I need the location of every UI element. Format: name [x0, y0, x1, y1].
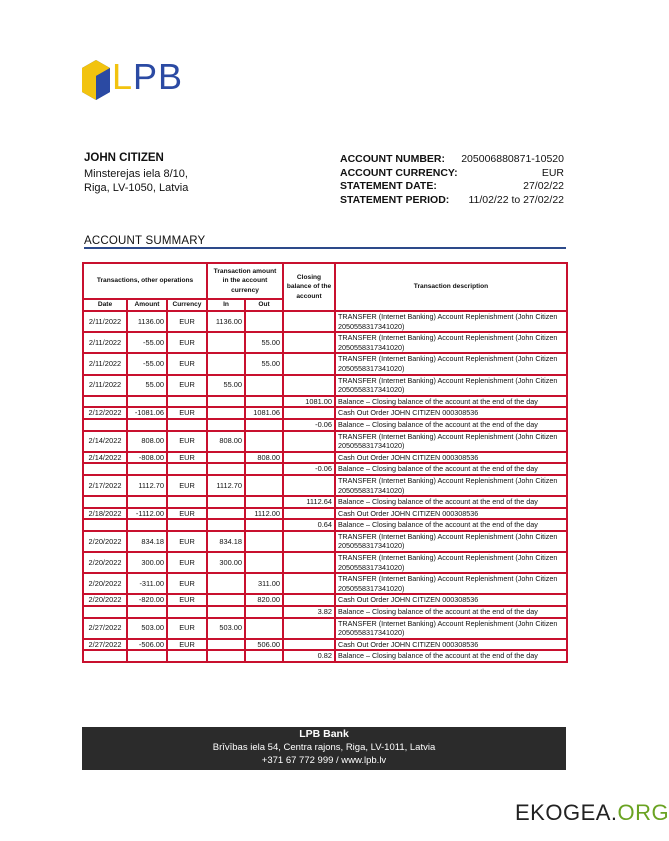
cell-description: Balance – Closing balance of the account at the end of the day: [335, 650, 567, 662]
account-number: 205006880871-10520: [461, 153, 564, 165]
cell-amount: 300.00: [127, 552, 167, 573]
cell-in: [207, 650, 245, 662]
cell-currency: [167, 650, 207, 662]
cell-out: [245, 311, 283, 332]
cell-out: 55.00: [245, 332, 283, 353]
table-row: [83, 375, 567, 396]
cell-out: 506.00: [245, 639, 283, 651]
cell-description: TRANSFER (Internet Banking) Account Replenishment (John Citizen 2050558317341020): [335, 475, 567, 496]
cell-currency: EUR: [167, 431, 207, 452]
table-row: [83, 475, 567, 496]
cell-closing: [283, 508, 335, 520]
cell-currency: EUR: [167, 452, 207, 464]
table-row: [83, 452, 567, 464]
cell-in: [207, 594, 245, 606]
cell-amount: [127, 519, 167, 531]
cell-date: [83, 419, 127, 431]
cell-amount: -311.00: [127, 573, 167, 594]
cell-currency: EUR: [167, 552, 207, 573]
cell-description: Balance – Closing balance of the account at the end of the day: [335, 463, 567, 475]
cell-out: [245, 419, 283, 431]
cell-in: [207, 519, 245, 531]
table-row: [83, 573, 567, 594]
statement-period: 11/02/22 to 27/02/22: [468, 193, 564, 206]
header-currency: Currency: [167, 299, 207, 311]
table-row: [83, 311, 567, 332]
footer-contact: +371 67 772 999 / www.lpb.lv: [261, 755, 387, 766]
cell-description: TRANSFER (Internet Banking) Account Replenishment (John Citizen 2050558317341020): [335, 573, 567, 594]
cell-out: [245, 606, 283, 618]
table-row: [83, 552, 567, 573]
footer: [82, 727, 566, 770]
table-row: [83, 463, 567, 475]
cell-in: 503.00: [207, 618, 245, 639]
cell-amount: [127, 496, 167, 508]
table-row: [83, 396, 567, 408]
cell-out: [245, 375, 283, 396]
cell-out: [245, 431, 283, 452]
table-row: [83, 407, 567, 419]
cell-in: 300.00: [207, 552, 245, 573]
cell-amount: -808.00: [127, 452, 167, 464]
transactions-table: [82, 262, 568, 663]
cell-out: [245, 496, 283, 508]
cell-description: Cash Out Order JOHN CITIZEN 000308536: [335, 639, 567, 651]
table-row: [83, 419, 567, 431]
cell-amount: -506.00: [127, 639, 167, 651]
cell-amount: [127, 650, 167, 662]
account-number-label: ACCOUNT NUMBER:: [340, 153, 445, 165]
cell-in: [207, 407, 245, 419]
cell-amount: [127, 396, 167, 408]
cell-date: [83, 519, 127, 531]
cell-description: Cash Out Order JOHN CITIZEN 000308536: [335, 508, 567, 520]
table-row: [83, 332, 567, 353]
cell-out: 1112.00: [245, 508, 283, 520]
cell-date: 2/20/2022: [83, 552, 127, 573]
cell-date: [83, 606, 127, 618]
cell-description: TRANSFER (Internet Banking) Account Replenishment (John Citizen 2050558317341020): [335, 375, 567, 396]
summary-divider: [84, 247, 566, 249]
holder-address-line2: Riga, LV-1050, Latvia: [84, 182, 189, 194]
table-row: [83, 519, 567, 531]
cell-description: Cash Out Order JOHN CITIZEN 000308536: [335, 407, 567, 419]
table-row: [83, 650, 567, 662]
cell-date: 2/27/2022: [83, 618, 127, 639]
cell-closing: [283, 552, 335, 573]
table-row: [83, 594, 567, 606]
table-row: [83, 508, 567, 520]
cell-currency: EUR: [167, 353, 207, 374]
table-row: [83, 606, 567, 618]
table-row: [83, 618, 567, 639]
cell-out: 820.00: [245, 594, 283, 606]
cell-closing: [283, 431, 335, 452]
cell-currency: EUR: [167, 475, 207, 496]
cell-in: 808.00: [207, 431, 245, 452]
cell-amount: -55.00: [127, 353, 167, 374]
header-amount: Amount: [127, 299, 167, 311]
cell-in: 834.18: [207, 531, 245, 552]
cell-currency: EUR: [167, 375, 207, 396]
cell-closing: [283, 452, 335, 464]
transactions-body: [83, 311, 567, 662]
cell-description: TRANSFER (Internet Banking) Account Replenishment (John Citizen 2050558317341020): [335, 431, 567, 452]
cell-description: TRANSFER (Internet Banking) Account Replenishment (John Citizen 2050558317341020): [335, 353, 567, 374]
cell-amount: [127, 463, 167, 475]
cell-in: 1112.70: [207, 475, 245, 496]
cell-date: 2/20/2022: [83, 531, 127, 552]
cell-in: [207, 353, 245, 374]
cell-description: TRANSFER (Internet Banking) Account Replenishment (John Citizen 2050558317341020): [335, 618, 567, 639]
holder-address-line1: Minsterejas iela 8/10,: [84, 168, 188, 180]
cell-out: [245, 531, 283, 552]
cell-currency: EUR: [167, 332, 207, 353]
cell-closing: [283, 353, 335, 374]
footer-bank-name: LPB Bank: [299, 728, 349, 740]
cell-amount: -1081.06: [127, 407, 167, 419]
cell-date: 2/18/2022: [83, 508, 127, 520]
account-info: [340, 153, 564, 207]
cell-date: 2/27/2022: [83, 639, 127, 651]
table-row: [83, 431, 567, 452]
cell-closing: [283, 573, 335, 594]
holder-name: JOHN CITIZEN: [84, 152, 164, 164]
cell-description: TRANSFER (Internet Banking) Account Replenishment (John Citizen 2050558317341020): [335, 552, 567, 573]
cell-currency: EUR: [167, 531, 207, 552]
cell-date: 2/14/2022: [83, 431, 127, 452]
cell-currency: [167, 519, 207, 531]
cell-currency: EUR: [167, 618, 207, 639]
cell-currency: [167, 396, 207, 408]
cell-closing: 0.64: [283, 519, 335, 531]
cell-date: 2/20/2022: [83, 573, 127, 594]
cell-out: [245, 463, 283, 475]
cell-description: TRANSFER (Internet Banking) Account Replenishment (John Citizen 2050558317341020): [335, 311, 567, 332]
cell-out: [245, 519, 283, 531]
header-date: Date: [83, 299, 127, 311]
cell-date: 2/11/2022: [83, 375, 127, 396]
cell-out: 311.00: [245, 573, 283, 594]
cell-date: [83, 650, 127, 662]
cell-out: [245, 552, 283, 573]
table-row: [83, 496, 567, 508]
cell-currency: [167, 606, 207, 618]
cell-description: Cash Out Order JOHN CITIZEN 000308536: [335, 594, 567, 606]
cell-out: [245, 650, 283, 662]
table-row: [83, 353, 567, 374]
statement-date-label: STATEMENT DATE:: [340, 180, 437, 193]
cell-currency: EUR: [167, 594, 207, 606]
cell-closing: [283, 375, 335, 396]
header-transactions: Transactions, other operations: [83, 263, 207, 299]
cell-description: Balance – Closing balance of the account at the end of the day: [335, 396, 567, 408]
cell-currency: EUR: [167, 573, 207, 594]
cell-description: TRANSFER (Internet Banking) Account Replenishment (John Citizen 2050558317341020): [335, 531, 567, 552]
cell-in: [207, 508, 245, 520]
cell-date: 2/11/2022: [83, 353, 127, 374]
cell-in: [207, 573, 245, 594]
cell-date: [83, 463, 127, 475]
statement-date: 27/02/22: [523, 180, 564, 193]
cell-currency: EUR: [167, 407, 207, 419]
watermark: EKOGEA.ORG: [515, 800, 669, 825]
cell-in: [207, 606, 245, 618]
cell-amount: 1136.00: [127, 311, 167, 332]
cell-out: 808.00: [245, 452, 283, 464]
cell-amount: 55.00: [127, 375, 167, 396]
cell-closing: 3.82: [283, 606, 335, 618]
cell-in: [207, 496, 245, 508]
cell-closing: 1112.64: [283, 496, 335, 508]
header-in: In: [207, 299, 245, 311]
cell-currency: [167, 496, 207, 508]
cell-out: 1081.06: [245, 407, 283, 419]
cell-in: [207, 419, 245, 431]
header-closing-balance: Closing balance of the account: [283, 263, 335, 311]
cell-description: Balance – Closing balance of the account at the end of the day: [335, 606, 567, 618]
table-row: [83, 639, 567, 651]
cell-in: [207, 452, 245, 464]
cell-date: 2/14/2022: [83, 452, 127, 464]
cell-currency: [167, 419, 207, 431]
cell-in: [207, 463, 245, 475]
cell-date: 2/17/2022: [83, 475, 127, 496]
account-currency-label: ACCOUNT CURRENCY:: [340, 166, 458, 179]
cell-date: [83, 396, 127, 408]
cell-closing: [283, 639, 335, 651]
cell-in: [207, 332, 245, 353]
footer-address: Brīvības iela 54, Centra rajons, Riga, LV-1011, Latvia: [212, 742, 436, 753]
cell-date: 2/12/2022: [83, 407, 127, 419]
cell-closing: 1081.00: [283, 396, 335, 408]
cell-closing: [283, 618, 335, 639]
cell-closing: [283, 594, 335, 606]
cell-amount: 808.00: [127, 431, 167, 452]
cell-in: 55.00: [207, 375, 245, 396]
cell-amount: -1112.00: [127, 508, 167, 520]
cell-out: [245, 475, 283, 496]
cell-currency: [167, 463, 207, 475]
cell-description: Balance – Closing balance of the account at the end of the day: [335, 496, 567, 508]
cell-description: Balance – Closing balance of the account at the end of the day: [335, 419, 567, 431]
cell-currency: EUR: [167, 639, 207, 651]
cell-closing: -0.06: [283, 463, 335, 475]
cell-closing: [283, 311, 335, 332]
cell-amount: -55.00: [127, 332, 167, 353]
account-summary-title: ACCOUNT SUMMARY: [84, 235, 206, 247]
cell-amount: 834.18: [127, 531, 167, 552]
cell-description: TRANSFER (Internet Banking) Account Replenishment (John Citizen 2050558317341020): [335, 332, 567, 353]
cell-amount: 503.00: [127, 618, 167, 639]
header-out: Out: [245, 299, 283, 311]
cell-currency: EUR: [167, 311, 207, 332]
account-holder: [84, 151, 188, 195]
cell-closing: -0.06: [283, 419, 335, 431]
logo-wordmark: LPB: [112, 56, 184, 97]
statement-period-label: STATEMENT PERIOD:: [340, 193, 450, 206]
cell-amount: -820.00: [127, 594, 167, 606]
cell-out: [245, 618, 283, 639]
cell-amount: [127, 606, 167, 618]
header-amount-in-currency: Transaction amount in the account currency: [207, 263, 283, 299]
cell-out: 55.00: [245, 353, 283, 374]
table-row: [83, 531, 567, 552]
cell-date: [83, 496, 127, 508]
cell-in: 1136.00: [207, 311, 245, 332]
cell-currency: EUR: [167, 508, 207, 520]
cell-in: [207, 396, 245, 408]
cell-closing: [283, 407, 335, 419]
cell-closing: [283, 475, 335, 496]
cell-closing: [283, 332, 335, 353]
cell-amount: [127, 419, 167, 431]
header-description: Transaction description: [335, 263, 567, 311]
cell-description: Cash Out Order JOHN CITIZEN 000308536: [335, 452, 567, 464]
cell-amount: 1112.70: [127, 475, 167, 496]
cell-date: 2/20/2022: [83, 594, 127, 606]
cell-out: [245, 396, 283, 408]
cell-in: [207, 639, 245, 651]
cell-closing: [283, 531, 335, 552]
cell-date: 2/11/2022: [83, 332, 127, 353]
account-currency: EUR: [541, 166, 564, 179]
cell-date: 2/11/2022: [83, 311, 127, 332]
cell-description: Balance – Closing balance of the account at the end of the day: [335, 519, 567, 531]
cell-closing: 0.82: [283, 650, 335, 662]
